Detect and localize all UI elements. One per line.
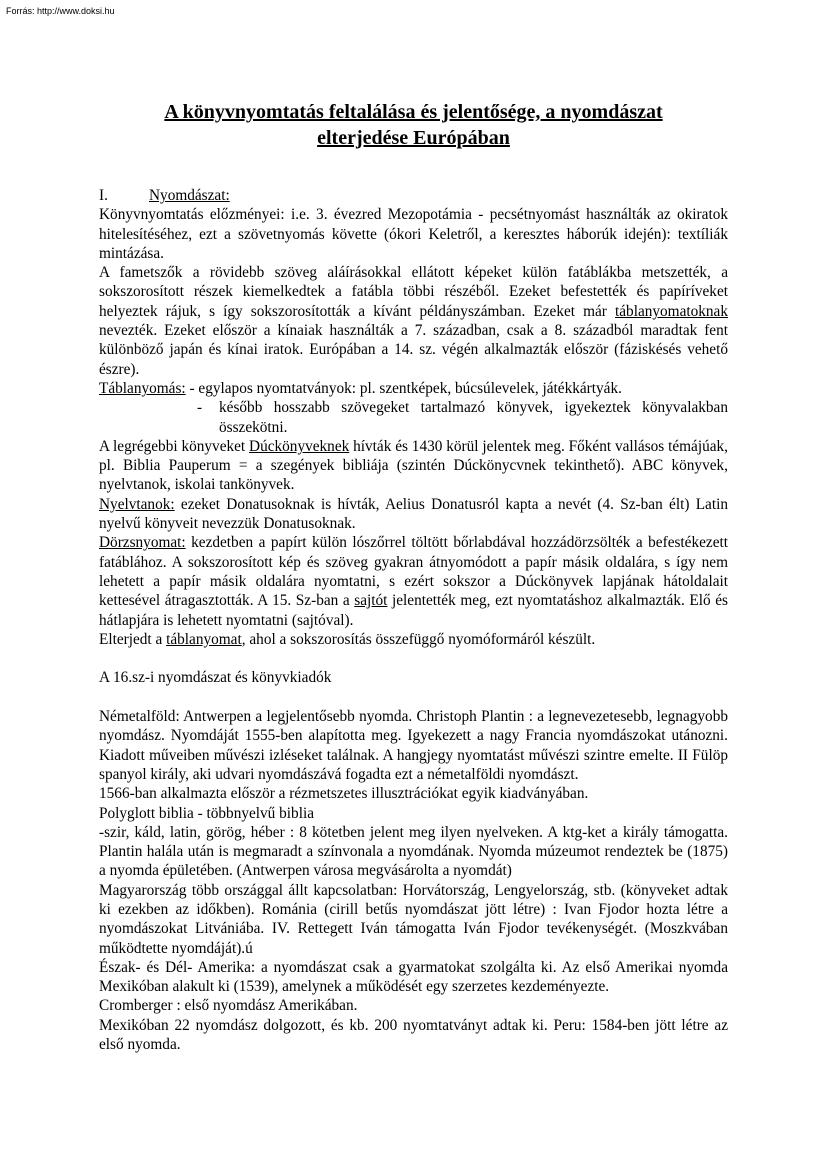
paragraph-duckonyvek (99, 437, 728, 495)
source-note: Forrás: http://www.doksi.hu (6, 6, 115, 16)
title-line-2: elterjedése Európában (317, 127, 510, 149)
paragraph-elterjedt (99, 630, 728, 649)
paragraph-elozmenyek: Könyvnyomtatás előzményei: i.e. 3. évezred Mezopotámia - pecsétnyomást használták az okiratok hitelesítéséhez, ezt a szövetnyomás követte (ókori Keletről, a keresztes háborúk idején): textíliák mintázása. (99, 206, 728, 262)
subheading-16-szazad: A 16.sz-i nyomdászat és könyvkiadók (99, 669, 332, 687)
text-run: A legrégebbi könyveket (99, 437, 250, 455)
term-tablanyomas: Táblanyomás: (99, 379, 186, 397)
text-run: A fametszők a rövidebb szöveg aláírásokkal ellátott képeket külön fatáblákba metszették, a sokszorosított részek kiemelkedtek a fatábla többi részéből. Ezeket befestették és papíríveket helyeztek rájuk, s így sokszorosították a kívánt példányszámban. Ezeket már (99, 264, 728, 320)
paragraph-polyglott: Polyglott biblia - többnyelvű biblia (99, 804, 314, 822)
text-run: kezdetben a papírt külön lószőrrel töltött bőrlabdával hozzádörzsölték a befestékezett fatáblához. A sokszorosított kép és szöveg gyakran átnyomódott a papír másik oldalára, s így nem lehetett a papír másik oldalára nyomtatni, s ezért sokszor a Dúckönyvek lapjának hátoldalait kettesével átragasztották. A 15. Sz-ban a (99, 534, 728, 610)
text-run: - egylapos nyomtatványok: pl. szentképek, búcsúlevelek, játékkártyák. (185, 379, 622, 397)
list-item (99, 398, 728, 437)
paragraph-dorzsnyomat (99, 533, 728, 629)
paragraph-nyelvtanok (99, 495, 728, 534)
section-heading (99, 186, 728, 205)
term-sajtot: sajtót (354, 592, 388, 610)
paragraph-1566: 1566-ban alkalmazta először a rézmetszetes illusztrációkat egyik kiadványában. (99, 785, 589, 803)
section-number: I. (99, 187, 108, 204)
paragraph-nyelvek: -szir, káld, latin, görög, héber : 8 kötetben jelent meg ilyen nyelveken. A ktg-ket a király támogatta. Plantin halála után is megmaradt a színvonala a nyomdának. Nyomda múzeumot rendeztek be (1875) a nyomda épületében. (Antwerpen városa megvásárolta a nyomdát) (99, 823, 728, 880)
text-run: nevezték. Ezeket először a kínaiak használták a 7. században, csak a 8. századból maradtak fent különböző japán és kínai iratok. Európában a 14. sz. végén alkalmazták először (fáziskésés vehető észre). (99, 322, 728, 378)
paragraph-fametszok (99, 263, 728, 379)
term-tablanyomatoknak: táblanyomatoknak (615, 302, 728, 320)
paragraph-nemetalfold: Németalföld: Antwerpen a legjelentősebb nyomda. Christoph Plantin : a legnevezetesebb, legnagyobb nyomdász. Nyomdáját 1555-ben alapította meg. Igyekezett a nagy Francia nyomdászokat utánozni. Kiadott műveiben művészi izléseket találnak. A hangjegy nyomtatást művészi szintre emelte. II Fülöp spanyol király, aki udvari nyomdászává fogadta ezt a németalföldi nyomdászt. (99, 708, 728, 783)
paragraph-tablanyomas (99, 379, 728, 398)
text-run: jelentették meg, ezt nyomtatáshoz alkalmazták. Elő és hátlapjára is lehetett nyomtatni (sajtóval). (99, 592, 728, 629)
paragraph-magyarorszag: Magyarország több országgal állt kapcsolatban: Horvátország, Lengyelország, stb. (könyveket adtak ki ezekben az időkben). Románia (cirill betűs nyomdászat jött létre) : Ivan Fjodor hozta létre a nyomdászokat Litvániába. IV. Rettegett Iván támogatta Iván Fjodor tevékenységét. (Moszkvában működtette nyomdáját).ú (99, 881, 728, 957)
text-run: ezeket Donatusoknak is hívták, Aelius Donatusról kapta a nevét (4. Sz-ban élt) Latin nyelvű könyveit nevezzük Donatusoknak. (99, 495, 728, 533)
section-title: Nyomdászat: (149, 187, 230, 204)
text-run: , ahol a sokszorosítás összefüggő nyomóformáról készült. (241, 630, 596, 648)
page-title (100, 99, 727, 151)
text-run: hívták és 1430 körül jelentek meg. Főként vallásos témájúak, pl. Biblia Pauperum = a szegények bibliája (szintén Dúckönycvnek tekinthető). ABC könyvek, nyelvtanok, iskolai tankönyvek. (99, 437, 728, 494)
text-run: Elterjedt a (99, 630, 167, 648)
bullet-text: később hosszabb szövegeket tartalmazó könyvek, igyekeztek könyvalakban összekötni. (219, 399, 728, 436)
document-body (99, 186, 728, 1054)
title-line-1: A könyvnyomtatás feltalálása és jelentősége, a nyomdászat (164, 101, 663, 123)
paragraph-cromberger: Cromberger : első nyomdász Amerikában. (99, 997, 358, 1015)
paragraph-amerika: Észak- és Dél- Amerika: a nyomdászat csak a gyarmatokat szolgálta ki. Az első Amerikai nyomda Mexikóban alakult ki (1539), amelynek a működését egy szerzetes kezdeményezte. (99, 958, 728, 996)
term-duckonyveknek: Dúckönyveknek (249, 437, 350, 455)
bullet-dash: - (197, 399, 203, 417)
spacer (99, 649, 728, 668)
term-dorzsnyomat: Dörzsnyomat: (99, 534, 186, 552)
paragraph-mexiko: Mexikóban 22 nyomdász dolgozott, és kb. 200 nyomtatványt adtak ki. Peru: 1584-ben jött létre az első nyomda. (99, 1016, 728, 1054)
term-nyelvtanok: Nyelvtanok: (99, 495, 175, 513)
term-tablanyomat: táblanyomat (166, 630, 242, 648)
spacer (99, 688, 728, 707)
